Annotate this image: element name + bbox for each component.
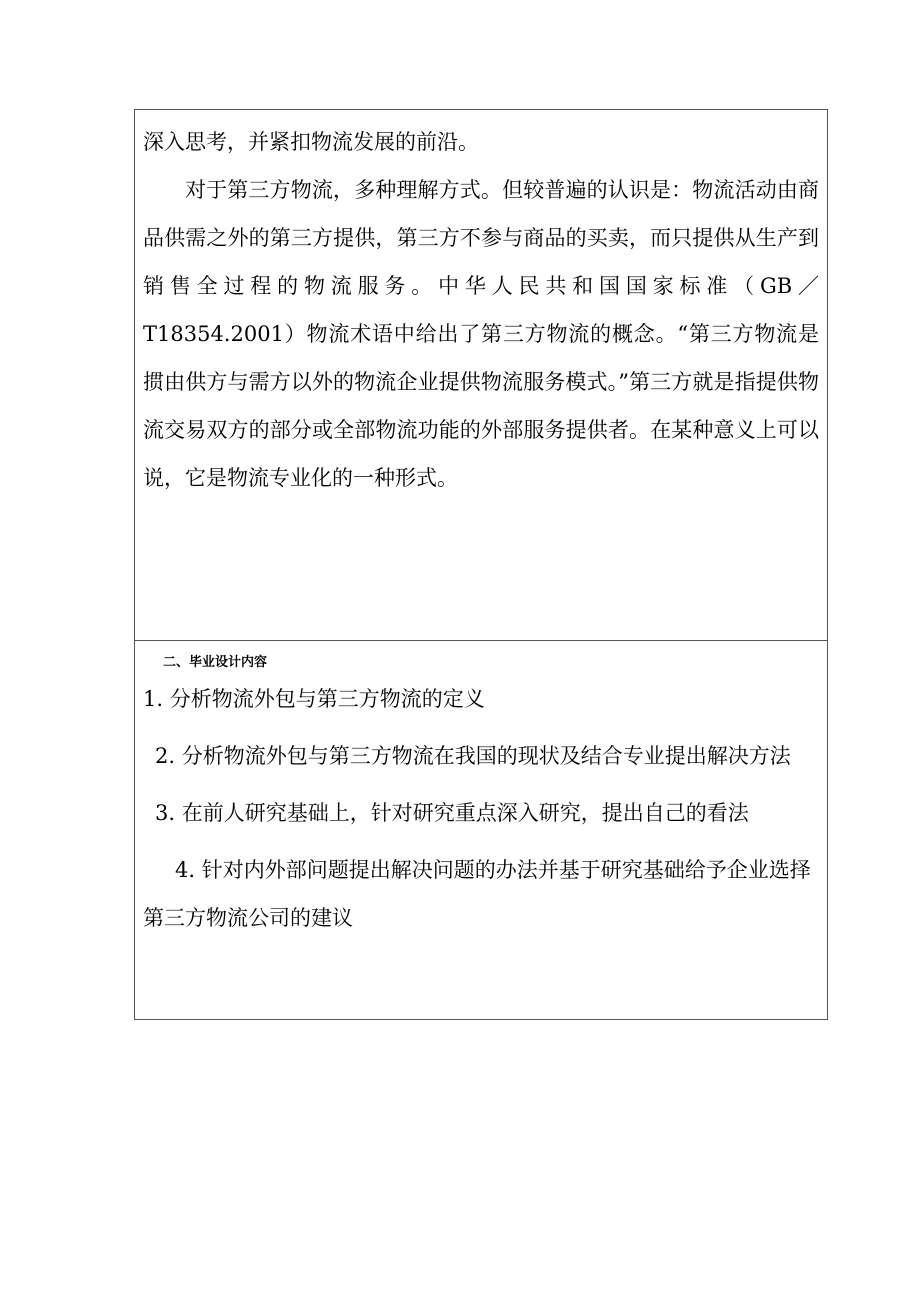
list-item-3: 3. 在前人研究基础上，针对研究重点深入研究，提出自己的看法: [155, 801, 749, 825]
design-task-table: [134, 109, 828, 1020]
paragraph-continued: 深入思考，并紧扣物流发展的前沿。: [143, 130, 479, 154]
background-cell: [135, 110, 827, 641]
design-content-cell: [135, 641, 827, 1019]
list-item-4: 4. 针对内外部问题提出解决问题的办法并基于研究基础给予企业选择: [175, 858, 811, 882]
list-item-2: 2. 分析物流外包与第三方物流在我国的现状及结合专业提出解决方法: [155, 744, 791, 768]
list-item-4-continued: 第三方物流公司的建议: [143, 906, 353, 930]
paragraph-third-party-logistics: 对于第三方物流，多种理解方式。但较普遍的认识是：物流活动由商品供需之外的第三方提供，第三方不参与商品的买卖，而只提供从生产到销售全过程的物流服务。中华人民共和国国家标准（GB／T18354.2001）物流术语中给出了第三方物流的概念。“第三方物流是掼由供方与需方以外的物流企业提供物流服务模式。”第三方就是指提供物流交易双方的部分或全部物流功能的外部服务提供者。在某种意义上可以说，它是物流专业化的一种形式。: [143, 178, 819, 490]
section-heading: 二、毕业设计内容: [163, 655, 268, 670]
list-item-1: 1. 分析物流外包与第三方物流的定义: [143, 687, 485, 711]
